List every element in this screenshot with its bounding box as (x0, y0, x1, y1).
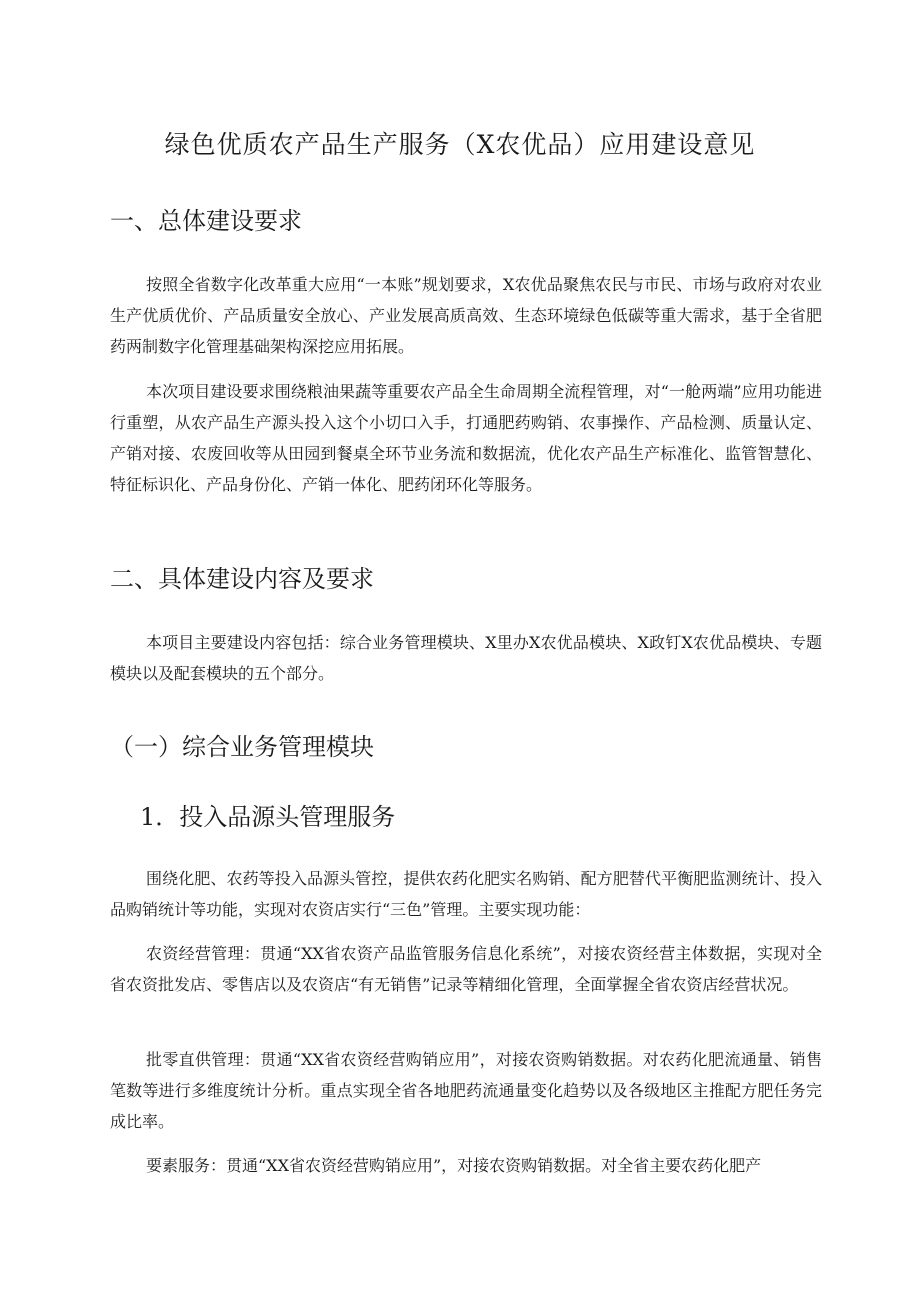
paragraph-input-source-control: 围绕化肥、农药等投入品源头管控，提供农药化肥实名购销、配方肥替代平衡肥监测统计、投入品购销统计等功能，实现对农资店实行“三色”管理。主要实现功能： (110, 869, 822, 919)
paragraph-agri-supply-management: 农资经营管理：贯通“XX省农资产品监管服务信息化系统”，对接农资经营主体数据，实现对全省农资批发店、零售店以及农资店“有无销售”记录等精细化管理，全面掌握全省农资店经营状况。 (110, 944, 822, 994)
paragraph-wholesale-retail-management: 批零直供管理：贯通“XX省农资经营购销应用”，对接农资购销数据。对农药化肥流通量、销售笔数等进行多维度统计分析。重点实现全省各地肥药流通量变化趋势以及各级地区主推配方肥任务完成比率。 (110, 1050, 822, 1131)
paragraph-planning-requirements: 按照全省数字化改革重大应用“一本账”规划要求，X农优品聚焦农民与市民、市场与政府对农业生产优质优价、产品质量安全放心、产业发展高质高效、生态环境绿色低碳等重大需求，基于全省肥药两制数字化管理基础架构深挖应用拓展。 (110, 275, 822, 356)
item-heading-input-source-management: 1．投入品源头管理服务 (140, 803, 396, 831)
paragraph-content-intro: 本项目主要建设内容包括：综合业务管理模块、X里办X农优品模块、X政钉X农优品模块、专题模块以及配套模块的五个部分。 (110, 633, 822, 683)
document-title: 绿色优质农产品生产服务（X农优品）应用建设意见 (164, 130, 756, 159)
paragraph-project-scope: 本次项目建设要求围绕粮油果蔬等重要农产品全生命周期全流程管理，对“一舱两端”应用功能进行重塑，从农产品生产源头投入这个小切口入手，打通肥药购销、农事操作、产品检测、质量认定、产销对接、农废回收等从田园到餐桌全环节业务流和数据流，优化农产品生产标准化、监管智慧化、特征标识化、产品身份化、产销一体化、肥药闭环化等服务。 (110, 382, 822, 494)
subsection-heading-business-module: （一）综合业务管理模块 (110, 733, 374, 761)
paragraph-element-services: 要素服务：贯通“XX省农资经营购销应用”，对接农资购销数据。对全省主要农药化肥产 (146, 1156, 762, 1175)
section-heading-specific-content: 二、具体建设内容及要求 (110, 565, 374, 593)
section-heading-overall-requirements: 一、总体建设要求 (110, 207, 302, 235)
